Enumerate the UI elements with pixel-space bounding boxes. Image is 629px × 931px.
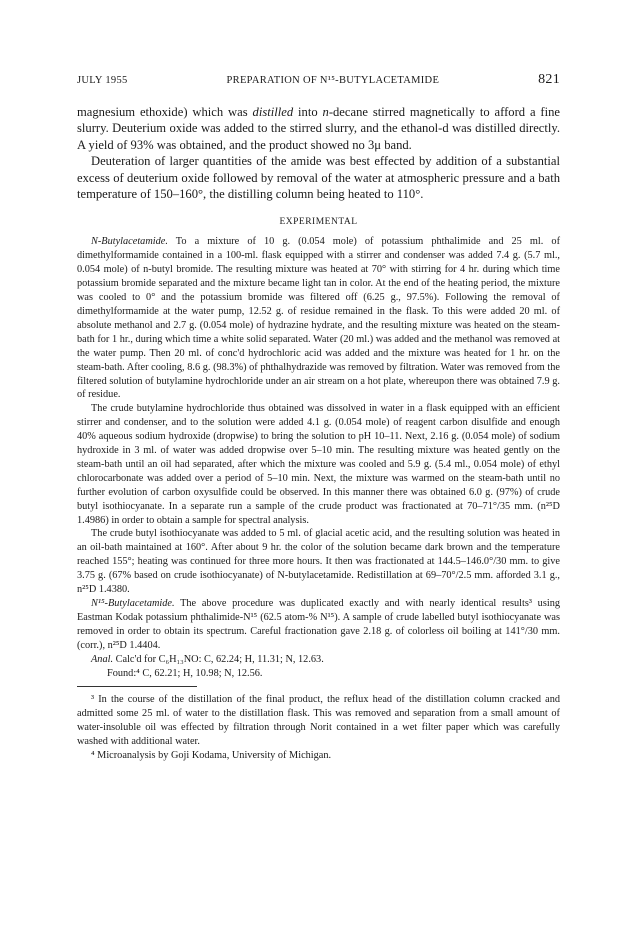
italic-run: n — [322, 105, 329, 119]
text-run: into — [293, 105, 323, 119]
paragraph-title: N¹⁵-Butylacetamide. — [91, 598, 175, 609]
page-number: 821 — [538, 72, 560, 87]
experimental-paragraph-1 — [77, 235, 560, 402]
intro-paragraph-1 — [77, 104, 560, 153]
paragraph-body: The above procedure was duplicated exactly and with nearly identical results³ using Eastman Kodak potassium phthalimide-N¹⁵ (62.5 atom-% N¹⁵). A sample of crude labelled butyl isothiocyanate was removed in order to obtain its spectrum. Careful fractionation gave 2.18 g. of colorless oil boiling at 141°/30 mm. (corr.), n²⁵D 1.4404. — [77, 598, 560, 651]
paragraph-body: To a mixture of 10 g. (0.054 mole) of potassium phthalimide and 25 ml. of dimethylformamide contained in a 100-ml. flask equipped with a stirrer and condenser was added 7.4 g. (5.7 ml., 0.054 mole) of n-butyl bromide. The resulting mixture was heated at 70° with stirring for 4 hr. during which time potassium bromide separated and the mixture became light tan in color. At the end of the heating period, the mixture was cooled to 0° and the potassium bromide was filtered off (6.25 g., 97.5%). Following the removal of dimethylformamide at the water pump, 12.52 g. of residue remained in the flask. To this were added 20 ml. of absolute methanol and 2.7 g. (0.054 mole) of hydrazine hydrate, and the resulting mixture was heated on the steam-bath for 1 hr., during which time a white solid separated. Water (20 ml.) was added and the methanol was removed at the water pump. Then 20 ml. of conc'd hydrochloric acid was added and the mixture was heated for 1 hr. on the steam-bath. After cooling, 8.6 g. (98.3%) of phthalhydrazide was removed by filtration. Water was removed from the filtered solution of butylamine hydrochloride under an air stream on a hot plate, whereupon there was obtained 7.9 g. of residue. — [77, 236, 560, 401]
paragraph-title: N-Butylacetamide. — [91, 236, 168, 248]
footnotes — [77, 693, 560, 763]
analysis-calculated — [77, 653, 560, 667]
analysis-found: Found:⁴ C, 62.21; H, 10.98; N, 12.56. — [107, 667, 263, 679]
experimental-paragraph-4 — [77, 597, 560, 653]
header-date: JULY 1955 — [77, 75, 128, 86]
analysis-values: Calc'd for C₆H₁₃NO: C, 62.24; H, 11.31; N, 12.63. — [113, 653, 324, 665]
footnote-divider — [77, 686, 197, 687]
journal-page — [77, 72, 560, 763]
experimental-section — [77, 235, 560, 680]
header-title: PREPARATION OF N¹⁵-BUTYLACETAMIDE — [226, 75, 440, 86]
italic-run: distilled — [252, 105, 294, 119]
text-run: magnesium ethoxide) which was — [77, 105, 253, 119]
experimental-paragraph-2: The crude butylamine hydrochloride thus obtained was dissolved in water in a flask equipped with an efficient stirrer and condenser, and to the solution were added 4.1 g. (0.054 mole) of reagent carbon disulfide and enough 40% aqueous sodium hydroxide (dropwise) to bring the solution to pH 10–11. Next, 2.16 g. (0.054 mole) of sodium hydroxide in 3 ml. of water was added dropwise over 5–10 min. The resulting mixture was heated gently on the steam-bath until an oil had separated, after which the mixture was cooled and 5.9 g. (5.4 ml., 0.054 mole) of ethyl chlorocarbonate was added over a period of 5–10 min. Next, the mixture was warmed on the steam-bath until no further evolution of carbon oxysulfide could be observed. In this manner there was obtained 6.0 g. (97%) of crude butyl isothiocyanate. In a separate run a sample of the crude product was fractionated at 70–71°/35 mm. (n²⁵D 1.4986) in order to obtain a sample for spectral analysis. — [77, 403, 560, 526]
section-heading: EXPERIMENTAL — [279, 217, 358, 228]
text-run: -decane stirred magnetically to afford a fine slurry. Deuterium oxide was added to the stirred slurry, and the ethanol-d was distilled directly. A yield of 93% was obtained, and the product showed no 3μ band. — [77, 105, 561, 152]
footnote-4: ⁴ Microanalysis by Goji Kodama, University of Michigan. — [91, 750, 332, 762]
experimental-paragraph-3: The crude butyl isothiocyanate was added to 5 ml. of glacial acetic acid, and the resulting solution was heated in an oil-bath maintained at 160°. After about 9 hr. the color of the solution became dark brown and the temperature reached 155°; heating was continued for three more hours. It then was fractionated at 144.5–146.0°/30 mm. to give 3.75 g. (67% based on crude isothiocyanate) of N-butylacetamide. Redistillation at 69–70°/2.5 mm. afforded 3.1 g., n²⁵D 1.4380. — [77, 528, 560, 596]
intro-paragraph-2: Deuteration of larger quantities of the amide was best effected by addition of a substantial excess of deuterium oxide followed by removal of the water at atmospheric pressure and a bath temperature of 150–160°, the distilling column being heated to 110°. — [77, 154, 560, 202]
analysis-label: Anal. — [91, 653, 114, 665]
footnote-3: ³ In the course of the distillation of the final product, the reflux head of the distillation column cracked and admitted some 25 ml. of water to the distillation flask. This was removed and separation from a small amount of water-insoluble oil was effected by filtration through Norit contained in a wet filter paper which was carefully washed with additional water. — [77, 694, 560, 748]
intro-text — [77, 104, 560, 202]
running-header — [77, 72, 560, 90]
